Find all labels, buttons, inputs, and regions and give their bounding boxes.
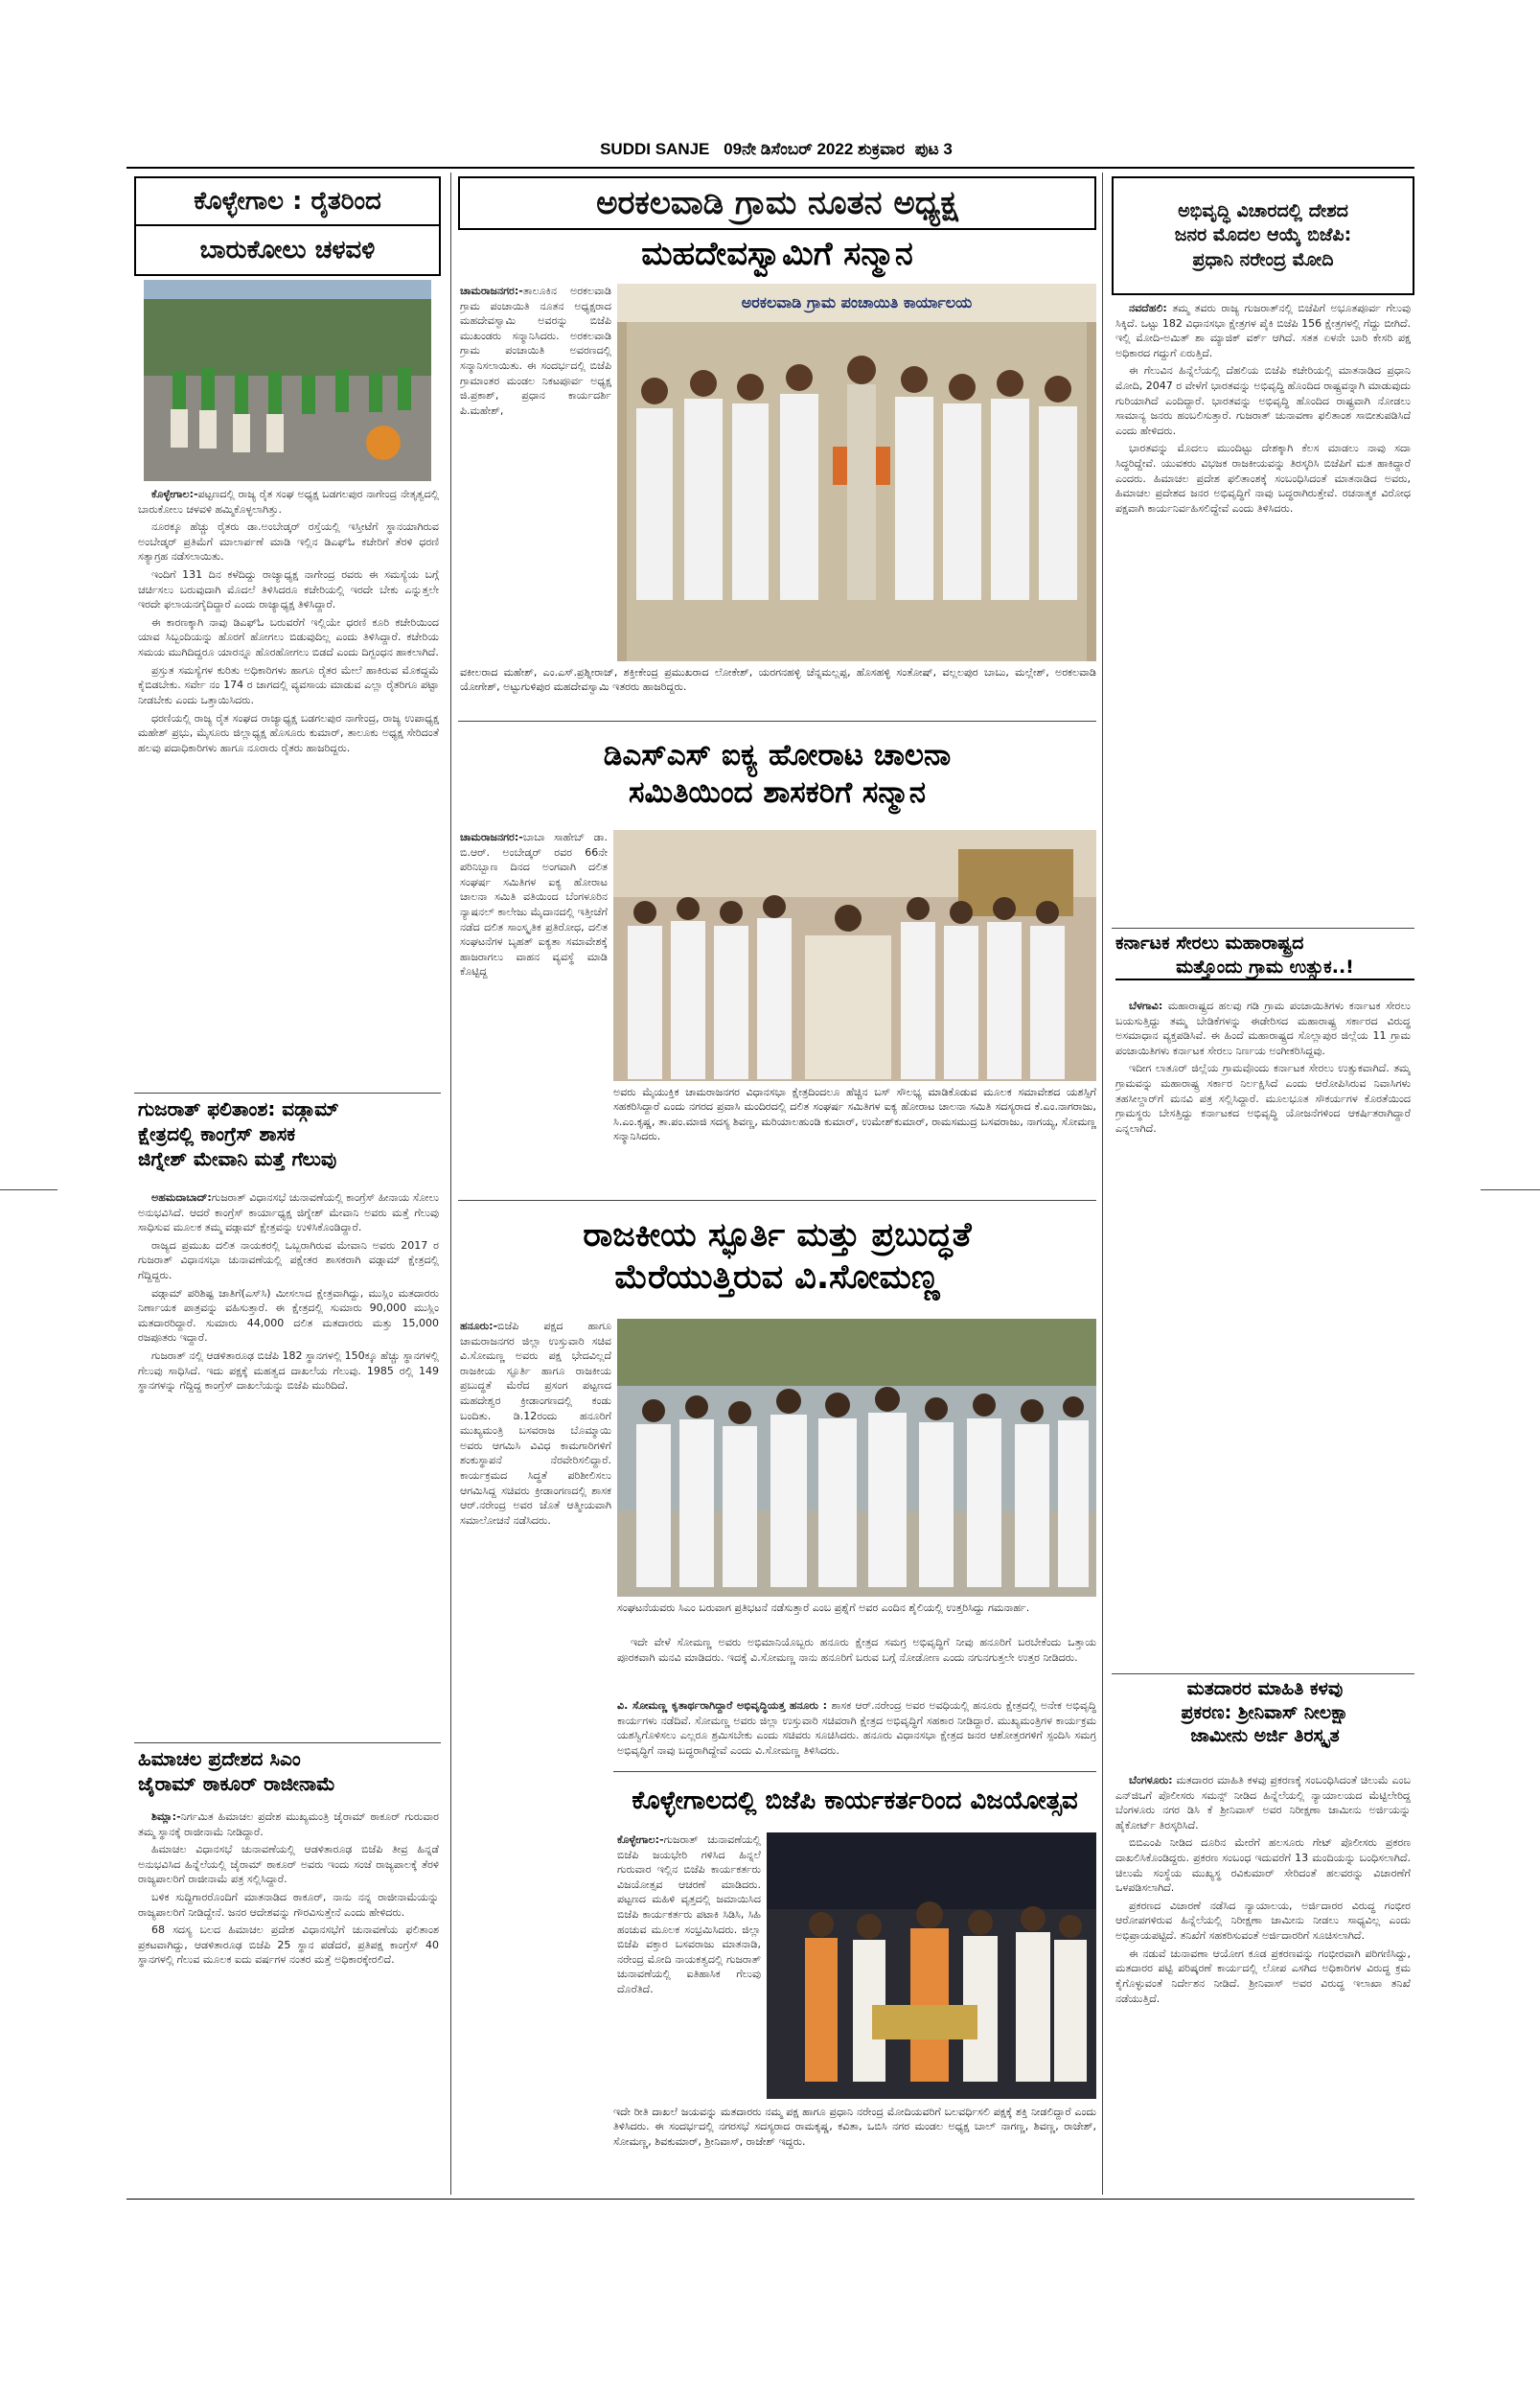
center-story3-text: ಬಿಜೆಪಿ ಪಕ್ಷದ ಹಾಗೂ ಚಾಮರಾಜನಗರ ಜಿಲ್ಲಾ ಉಸ್ತುವಾರಿ ಸಚಿವ ವಿ.ಸೋಮಣ್ಣ ಅವರು ಪಕ್ಷ ಭೇದವಿಲ್ಲದೆ ರಾಜಕೀಯ ಸ್ಫೂರ್ತಿ ಹಾಗೂ ರಾಜಕೀಯ ಪ್ರಬುದ್ಧತೆ ಮೆರೆದ ಪ್ರಸಂಗ ಪಟ್ಟಣದ ಮಹದೇಶ್ವರ ಕ್ರೀಡಾಂಗಣದಲ್ಲಿ ಕಂಡು ಬಂದಿತು. ಡಿ.12ರಂದು ಹನೂರಿಗೆ ಮುಖ್ಯಮಂತ್ರಿ ಬಸವರಾಜ ಬೊಮ್ಮಾಯಿ ಅವರು ಆಗಮಿಸಿ ವಿವಿಧ ಕಾಮಗಾರಿಗಳಿಗೆ ಶಂಕುಸ್ಥಾಪನೆ ನೆರವೇರಿಸಲಿದ್ದಾರೆ. ಕಾರ್ಯಕ್ರಮದ ಸಿದ್ಧತೆ ಪರಿಶೀಲಿಸಲು ಆಗಮಿಸಿದ್ದ ಸಚಿವರು ಕ್ರೀಡಾಂಗಣದಲ್ಲಿ ಶಾಸಕ ಆರ್.ನರೇಂದ್ರ ಅವರ ಜೊತೆ ಆತ್ಮೀಯವಾಗಿ ಸಮಾಲೋಚನೆ ನಡೆಸಿದರು.: [460, 1320, 611, 1527]
margin-mark-right: [1481, 1189, 1540, 1190]
col3-story3-dateline: ಬೆಂಗಳೂರು:: [1129, 1774, 1173, 1786]
col1-divider-2: [134, 1742, 441, 1743]
col1-story3-headline-1: ಹಿಮಾಚಲ ಪ್ರದೇಶದ ಸಿಎಂ: [138, 1747, 301, 1770]
col1-story2-p2: ರಾಜ್ಯದ ಪ್ರಮುಖ ದಲಿತ ನಾಯಕರಲ್ಲಿ ಒಬ್ಬರಾಗಿರುವ ಮೇವಾನಿ ಅವರು 2017 ರ ಗುಜರಾತ್ ವಿಧಾನಸಭಾ ಚುನಾವಣೆಯಲ್ಲಿ ಪಕ್ಷೇತರ ಶಾಸಕರಾಗಿ ವಡ್ಗಾಮ್ ಕ್ಷೇತ್ರದಲ್ಲಿ ಗೆದ್ದಿದ್ದರು.: [138, 1238, 439, 1282]
col1-story2-p4: ಗುಜರಾತ್ ನಲ್ಲಿ ಆಡಳಿತಾರೂಢ ಬಿಜೆಪಿ 182 ಸ್ಥಾನಗಳಲ್ಲಿ 150ಕ್ಕೂ ಹೆಚ್ಚು ಸ್ಥಾನಗಳಲ್ಲಿ ಗೆಲುವು ಸಾಧಿಸಿದೆ. ಇದು ಪಕ್ಷಕ್ಕೆ ಮಹತ್ವದ ದಾಖಲೆಯ ಗೆಲುವು. 1985 ರಲ್ಲಿ 149 ಸ್ಥಾನಗಳನ್ನು ಗೆದ್ದಿದ್ದ ಕಾಂಗ್ರೆಸ್ ದಾಖಲೆಯನ್ನು ಬಿಜೆಪಿ ಮುರಿದಿದೆ.: [138, 1349, 439, 1393]
col1-story3-dateline: ಶಿಮ್ಲಾ:-: [151, 1810, 181, 1823]
center-story3-subhead: ವಿ. ಸೋಮಣ್ಣ ಕೃತಾರ್ಥರಾಗಿದ್ದಾರೆ ಅಭಿವೃದ್ಧಿಯತ್ತ ಹನೂರು :: [617, 1699, 828, 1712]
col1-story1-lead: ಪಟ್ಟಣದಲ್ಲಿ ರಾಜ್ಯ ರೈತ ಸಂಘ ಅಧ್ಯಕ್ಷ ಬಡಗಲಪುರ ನಾಗೇಂದ್ರ ನೇತೃತ್ವದಲ್ಲಿ ಬಾರುಕೋಲು ಚಳವಳಿ ಹಮ್ಮಿಕೊಳ್ಳಲಾಗಿತ್ತು.: [138, 488, 439, 516]
center-divider-2: [458, 1200, 1096, 1201]
col1-divider: [134, 1093, 441, 1094]
center-story2-body: [460, 830, 608, 1146]
col3-story3-body: [1115, 1773, 1411, 2195]
col3-divider: [1112, 928, 1414, 929]
col3-story2-headline-2: ಮತ್ತೊಂದು ಗ್ರಾಮ ಉತ್ಸುಕ..!: [1115, 956, 1414, 981]
center-divider: [458, 721, 1096, 722]
center-story2-caption: [613, 1085, 1096, 1196]
col1-story2-body: [138, 1190, 439, 1737]
center-story3-photo: [617, 1319, 1096, 1597]
col1-story2-p3: ವಡ್ಗಾಮ್ ಪರಿಶಿಷ್ಟ ಜಾತಿಗೆ(ಎಸ್‌ಸಿ) ಮೀಸಲಾದ ಕ್ಷೇತ್ರವಾಗಿದ್ದು, ಮುಸ್ಲಿಂ ಮತದಾರರು ನಿರ್ಣಾಯಕ ಪಾತ್ರವನ್ನು ವಹಿಸುತ್ತಾರೆ. ಈ ಕ್ಷೇತ್ರದಲ್ಲಿ ಸುಮಾರು 90,000 ಮುಸ್ಲಿಂ ಮತದಾರರಿದ್ದಾರೆ. ಸುಮಾರು 44,000 ದಲಿತ ಮತದಾರರು ಮತ್ತು 15,000 ರಜಪೂತರು ಇದ್ದಾರೆ.: [138, 1286, 439, 1345]
col3-story3-p4: ಈ ನಡುವೆ ಚುನಾವಣಾ ಆಯೋಗ ಕೂಡ ಪ್ರಕರಣವನ್ನು ಗಂಭೀರವಾಗಿ ಪರಿಗಣಿಸಿದ್ದು, ಮತದಾರರ ಪಟ್ಟಿ ಪರಿಷ್ಕರಣೆ ಕಾರ್ಯದಲ್ಲಿ ಲೋಪ ಎಸಗಿದ ಅಧಿಕಾರಿಗಳ ವಿರುದ್ಧ ಕ್ರಮ ಕೈಗೊಳ್ಳುವಂತೆ ನಿರ್ದೇಶನ ನೀಡಿದೆ. ಶ್ರೀನಿವಾಸ್ ಅವರ ವಿರುದ್ಧ ಇಲಾಖಾ ತನಿಖೆ ನಡೆಯುತ್ತಿದೆ.: [1115, 1947, 1411, 2005]
col3-story2-lead: ಮಹಾರಾಷ್ಟ್ರದ ಹಲವು ಗಡಿ ಗ್ರಾಮ ಪಂಚಾಯಿತಿಗಳು ಕರ್ನಾಟಕ ಸೇರಲು ಬಯಸುತ್ತಿದ್ದು ತಮ್ಮ ಬೇಡಿಕೆಗಳನ್ನು ಈಡೇರಿಸದ ಮಹಾರಾಷ್ಟ್ರ ಸರ್ಕಾರದ ವಿರುದ್ಧ ಅಸಮಾಧಾನ ವ್ಯಕ್ತಪಡಿಸಿವೆ. ಈ ಹಿಂದೆ ಮಹಾರಾಷ್ಟ್ರದ ಸೊಲ್ಲಾಪುರ ಜಿಲ್ಲೆಯ 11 ಗ್ರಾಮ ಪಂಚಾಯಿತಿಗಳು ಕರ್ನಾಟಕ ಸೇರಲು ನಿರ್ಣಯ ಅಂಗೀಕರಿಸಿದ್ದವು.: [1115, 1000, 1411, 1057]
col1-story1-headline-box-2: [134, 226, 441, 276]
center-story1-body: [460, 284, 611, 657]
center-story1-headline-box: [458, 176, 1096, 230]
col3-story2-body: [1115, 999, 1411, 1670]
col3-story1-headline-box: [1112, 176, 1414, 295]
col1-story1-p6: ಧರಣಿಯಲ್ಲಿ ರಾಜ್ಯ ರೈತ ಸಂಘದ ರಾಜ್ಯಾಧ್ಯಕ್ಷ ಬಡಗಲಪುರ ನಾಗೇಂದ್ರ, ರಾಜ್ಯ ಉಪಾಧ್ಯಕ್ಷ ಮಹೇಶ್ ಪ್ರಭು, ಮೈಸೂರು ಜಿಲ್ಲಾಧ್ಯಕ್ಷ ಹೊಸೂರು ಕುಮಾರ್, ತಾಲೂಕು ಅಧ್ಯಕ್ಷ ಸೇರಿದಂತೆ ಹಲವು ಪದಾಧಿಕಾರಿಗಳು ಹಾಗೂ ನೂರಾರು ರೈತರು ಹಾಜರಿದ್ದರು.: [138, 711, 439, 754]
col1-story1-body: [138, 487, 439, 1089]
center-divider-3: [613, 1771, 1096, 1772]
col1-story1-headline-1: ಕೊಳ್ಳೇಗಾಲ : ರೈತರಿಂದ: [194, 186, 381, 216]
column-divider: [450, 173, 451, 2195]
col3-divider-2: [1112, 1673, 1414, 1674]
col3-story1-dateline: ನವದೆಹಲಿ:: [1129, 302, 1167, 314]
center-story4-headline-1: ಕೊಳ್ಳೇಗಾಲದಲ್ಲಿ ಬಿಜೆಪಿ ಕಾರ್ಯಕರ್ತರಿಂದ ವಿಜಯೋತ್ಸವ: [632, 1785, 1078, 1815]
col3-story1-headline-3: ಪ್ರಧಾನಿ ನರೇಂದ್ರ ಮೋದಿ: [1192, 248, 1334, 270]
col1-story1-dateline: ಕೊಳ್ಳೇಗಾಲ:-: [151, 488, 198, 500]
center-story2-dateline: ಚಾಮರಾಜನಗರ:-: [460, 831, 523, 843]
col1-story1-p3: ಇಂದಿಗೆ 131 ದಿನ ಕಳೆದಿದ್ದು ರಾಜ್ಯಾಧ್ಯಕ್ಷ ನಾಗೇಂದ್ರ ರವರು ಈ ಸಮಸ್ಯೆಯ ಬಗ್ಗೆ ಚರ್ಚಿಸಲು ಬರುವುದಾಗಿ ಮೊದಲೆ ತಿಳಿಸಿದರೂ ಕಚೇರಿಯಲ್ಲಿ ಇರದೇ ಬೇಕು ಎನ್ನುತ್ತಲೇ ಇರದೇ ಫಲಾಯನಗೈದಿದ್ದಾರೆ ಎಂದು ರಾಜ್ಯಾಧ್ಯಕ್ಷ ತಿಳಿಸಿದ್ದಾರೆ.: [138, 568, 439, 611]
page-bottom-rule: [126, 2199, 1414, 2200]
center-story3-headline-2: ಮೆರೆಯುತ್ತಿರುವ ವಿ.ಸೋಮಣ್ಣ: [614, 1258, 940, 1297]
col3-story2-headline: [1115, 932, 1414, 995]
col1-story1-headline-box: [134, 176, 441, 226]
center-story2-photo: [613, 830, 1096, 1081]
center-story1-caption-text: ವಕೀಲರಾದ ಮಹೇಶ್, ಎಂ.ಎಸ್.ಪ್ರಶ್ನೀರಾಜ್, ಶಕ್ತೀಕೇಂದ್ರ ಪ್ರಮುಖರಾದ ಲೋಕೇಶ್, ಯರಗನಹಳ್ಳಿ ಚೆನ್ನಮಲ್ಲಪ್ಪ, ಹೊಸಹಳ್ಳಿ ಸಂತೋಷ್, ವಲ್ಲಲಪುರ ಬಾಬು, ಮಲ್ಲೇಶ್, ಅರಕಲವಾಡಿ ಯೋಗೇಶ್, ಅಟ್ಟುಗುಳಿಪುರ ಮಹದೇವಸ್ವಾಮಿ ಇತರರು ಹಾಜರಿದ್ದರು.: [460, 666, 1096, 694]
center-story3-caption-text: ಸಂಘಟನೆಯವರು ಸಿಎಂ ಬರುವಾಗ ಪ್ರತಿಭಟನೆ ನಡೆಸುತ್ತಾರೆ ಎಂಬ ಪ್ರಶ್ನೆಗೆ ಅವರ ಎಂದಿನ ಶೈಲಿಯಲ್ಲಿ ಉತ್ತರಿಸಿದ್ದು ಗಮನಾರ್ಹ.: [617, 1601, 1030, 1614]
col3-story3-lead: ಮತದಾರರ ಮಾಹಿತಿ ಕಳವು ಪ್ರಕರಣಕ್ಕೆ ಸಂಬಂಧಿಸಿದಂತೆ ಚಿಲುಮೆ ಎಂಬ ಎನ್‌ಜಿಒಗೆ ಪೊಲೀಸರು ಸಮನ್ಸ್ ನೀಡಿದ ಹಿನ್ನೆಲೆಯಲ್ಲಿ ನ್ಯಾಯಾಲಯದ ಮೆಟ್ಟಿಲೇರಿದ್ದ ಬೆಂಗಳೂರು ನಗರ ಡಿಸಿ ಕೆ ಶ್ರೀನಿವಾಸ್ ಅವರ ನಿರೀಕ್ಷಣಾ ಜಾಮೀನು ಅರ್ಜಿಯನ್ನು ಹೈಕೋರ್ಟ್ ತಿರಸ್ಕರಿಸಿದೆ.: [1115, 1774, 1411, 1832]
center-story2-headline-2: ಸಮಿತಿಯಿಂದ ಶಾಸಕರಿಗೆ ಸನ್ಮಾನ: [629, 775, 926, 810]
col1-story2-lead: ಗುಜರಾತ್ ವಿಧಾನಸಭೆ ಚುನಾವಣೆಯಲ್ಲಿ ಕಾಂಗ್ರೆಸ್ ಹೀನಾಯ ಸೋಲು ಅನುಭವಿಸಿದೆ. ಆದರೆ ಕಾಂಗ್ರೆಸ್ ಕಾರ್ಯಾಧ್ಯಕ್ಷ ಜಿಗ್ನೇಶ್ ಮೇವಾನಿ ಅವರು ಮತ್ತೆ ಗೆಲುವು ಸಾಧಿಸುವ ಮೂಲಕ ತಮ್ಮ ವಡ್ಗಾಮ್ ಕ್ಷೇತ್ರವನ್ನು ಉಳಿಸಿಕೊಂಡಿದ್ದಾರೆ.: [138, 1191, 439, 1234]
center-story2-headline-1: ಡಿಎಸ್‌ಎಸ್ ಐಕ್ಯ ಹೋರಾಟ ಚಾಲನಾ: [603, 738, 952, 773]
center-story3-headline-1: ರಾಜಕೀಯ ಸ್ಫೂರ್ತಿ ಮತ್ತು ಪ್ರಬುದ್ಧತೆ: [583, 1216, 972, 1256]
center-story2-text: ಬಾಬಾ ಸಾಹೇಬ್ ಡಾ. ಬಿ.ಆರ್. ಅಂಬೇಡ್ಕರ್ ರವರ 66ನೇ ಪರಿನಿಬ್ಬಾಣ ದಿನದ ಅಂಗವಾಗಿ ದಲಿತ ಸಂಘರ್ಷ ಸಮಿತಿಗಳ ಐಕ್ಯ ಹೋರಾಟ ಚಾಲನಾ ಸಮಿತಿ ವತಿಯಿಂದ ಬೆಂಗಳೂರಿನ ನ್ಯಾಷನಲ್ ಕಾಲೇಜು ಮೈದಾನದಲ್ಲಿ ಇತ್ತೀಚೆಗೆ ನಡೆದ ದಲಿತ ಸಾಂಸ್ಕೃತಿಕ ಪ್ರತಿರೋಧ, ದಲಿತ ಸಂಘಟನೆಗಳ ಬೃಹತ್ ಐಕ್ಯತಾ ಸಮಾವೇಶಕ್ಕೆ ಹಾಜರಾಗಲು ವಾಹನ ವ್ಯವಸ್ಥೆ ಮಾಡಿ ಕೊಟ್ಟಿದ್ದ: [460, 831, 608, 979]
center-story4-photo: [767, 1832, 1096, 2099]
center-story4-caption-text: ಇದೇ ರೀತಿ ದಾಖಲೆ ಜಯವನ್ನು ಮತದಾರರು ನಮ್ಮ ಪಕ್ಷ ಹಾಗೂ ಪ್ರಧಾನಿ ನರೇಂದ್ರ ಮೋದಿಯವರಿಗೆ ಬಲವರ್ಧಿಸಲಿ ಪಕ್ಷಕ್ಕೆ ಶಕ್ತಿ ನೀಡಲಿದ್ದಾರೆ ಎಂದು ತಿಳಿಸಿದರು. ಈ ಸಂದರ್ಭದಲ್ಲಿ ನಗರಸಭೆ ಸದಸ್ಯರಾದ ರಾಮಕೃಷ್ಣ, ಕವಿತಾ, ಒಬಿಸಿ ನಗರ ಮಂಡಲ ಅಧ್ಯಕ್ಷ ಬಾಲ್ ನಾಗಣ್ಣ, ಶಿವಣ್ಣ, ರಾಜೇಶ್, ಸೋಮಣ್ಣ, ಶಿವಕುಮಾರ್, ಶ್ರೀನಿವಾಸ್, ರಾಜೇಶ್ ಇದ್ದರು.: [613, 2106, 1096, 2148]
col3-story3-headline-2: ಪ್ರಕರಣ: ಶ್ರೀನಿವಾಸ್ ನೀಲಕ್ಷಾ: [1181, 1701, 1349, 1723]
margin-mark-left: [0, 1189, 57, 1190]
center-story1-caption: [460, 665, 1096, 717]
col1-story1-headline-2: ಬಾರುಕೋಲು ಚಳವಳಿ: [199, 235, 376, 265]
col1-story2-headline-3: ಜಿಗ್ನೇಶ್ ಮೇವಾನಿ ಮತ್ತೆ ಗೆಲುವು: [138, 1147, 337, 1170]
center-story4-headline: [613, 1773, 1096, 1829]
col3-story3-p3: ಪ್ರಕರಣದ ವಿಚಾರಣೆ ನಡೆಸಿದ ನ್ಯಾಯಾಲಯ, ಅರ್ಜಿದಾರರ ವಿರುದ್ಧ ಗಂಭೀರ ಆರೋಪಗಳಿರುವ ಹಿನ್ನೆಲೆಯಲ್ಲಿ ನಿರೀಕ್ಷಣಾ ಜಾಮೀನು ನೀಡಲು ಸಾಧ್ಯವಿಲ್ಲ ಎಂದು ಅಭಿಪ್ರಾಯಪಟ್ಟಿದೆ. ತನಿಖೆಗೆ ಸಹಕರಿಸುವಂತೆ ಅರ್ಜಿದಾರರಿಗೆ ಸೂಚಿಸಲಾಗಿದೆ.: [1115, 1899, 1411, 1943]
col1-story3-lead: ನಿರ್ಗಮಿತ ಹಿಮಾಚಲ ಪ್ರದೇಶ ಮುಖ್ಯಮಂತ್ರಿ ಜೈರಾಮ್ ಠಾಕೂರ್ ಗುರುವಾರ ತಮ್ಮ ಸ್ಥಾನಕ್ಕೆ ರಾಜೀನಾಮೆ ನೀಡಿದ್ದಾರೆ.: [138, 1810, 439, 1838]
col1-story1-p5: ಪ್ರಸ್ತುತ ಸಮಸ್ಯೆಗಳ ಕುರಿತು ಅಧಿಕಾರಿಗಳು ಹಾಗೂ ರೈತರ ಮೇಲೆ ಹಾಕಿರುವ ಮೊಕದ್ದಮೆ ಕೈಬಿಡಬೇಕು. ಸರ್ವೇ ನಂ 174 ರ ಜಾಗದಲ್ಲಿ ವ್ಯವಸಾಯ ಮಾಡುವ ಎಲ್ಲಾ ರೈತರಿಗೂ ಪಟ್ಟಾ ನೀಡಬೇಕು ಎಂದು ಒತ್ತಾಯಿಸಿದರು.: [138, 663, 439, 706]
center-story3-continued: [617, 1635, 1096, 1698]
masthead-page: ಪುಟ 3: [914, 140, 953, 158]
masthead-rule: [126, 167, 1414, 169]
center-story2-headline: [458, 725, 1096, 824]
masthead-paper: SUDDI SANJE: [600, 140, 710, 158]
col1-story1-p2: ನೂರಕ್ಕೂ ಹೆಚ್ಚು ರೈತರು ಡಾ.ಅಂಬೇಡ್ಕರ್ ರಸ್ತೆಯಲ್ಲಿ ಇಸ್ತೀಟೆಗೆ ಸ್ಥಾನಯಾಗಿರುವ ಅಂಬೇಡ್ಕರ್ ಪ್ರತಿಮೆಗೆ ಮಾಲಾರ್ಪಣೆ ಮಾಡಿ ಇಲ್ಲಿನ ಡಿಎಫ್‌ಓ ಕಚೇರಿಗೆ ತೆರಳಿ ಧರಣಿ ಸತ್ಯಾಗ್ರಹ ನಡೆಸಲಾಯಿತು.: [138, 520, 439, 564]
col1-story2-dateline: ಅಹಮದಾಬಾದ್:: [151, 1191, 212, 1204]
masthead: [537, 140, 1016, 163]
col3-story3-headline: [1115, 1677, 1414, 1769]
masthead-date: 09ನೇ ಡಿಸೆಂಬರ್ 2022 ಶುಕ್ರವಾರ: [724, 140, 906, 158]
col3-story1-headline-2: ಜನರ ಮೊದಲ ಆಯ್ಕೆ ಬಿಜೆಪಿ:: [1174, 224, 1352, 246]
center-story1-dateline: ಚಾಮರಾಜನಗರ:-: [460, 285, 523, 297]
center-story1-headline-line2: [458, 230, 1096, 278]
col3-story1-body: [1115, 301, 1411, 922]
center-story3-cont-1: ಇದೇ ವೇಳೆ ಸೋಮಣ್ಣ ಅವರು ಅಭಿಮಾನಿಯೊಬ್ಬರು ಹನೂರು ಕ್ಷೇತ್ರದ ಸಮಗ್ರ ಅಭಿವೃದ್ಧಿಗೆ ನೀವು ಹನೂರಿಗೆ ಬರಬೇಕೆಂದು ಒತ್ತಾಯ ಪೂರಕವಾಗಿ ಮನವಿ ಮಾಡಿದರು. ಇದಕ್ಕೆ ವಿ.ಸೋಮಣ್ಣ ನಾನು ಹನೂರಿಗೆ ಬರುವ ಬಗ್ಗೆ ನೋಡೋಣ ಎಂದು ನಗುನಗುತ್ತಲೇ ಉತ್ತರ ನೀಡಿದರು.: [617, 1636, 1096, 1664]
center-story3-headline: [458, 1202, 1096, 1313]
col3-story1-headline-1: ಅಭಿವೃದ್ಧಿ ವಿಚಾರದಲ್ಲಿ ದೇಶದ: [1178, 199, 1348, 221]
col1-story2-headline-1: ಗುಜರಾತ್ ಫಲಿತಾಂಶ: ವಡ್ಗಾಮ್: [138, 1097, 339, 1120]
col1-story3-p2: ಹಿಮಾಚಲ ವಿಧಾನಸಭೆ ಚುನಾವಣೆಯಲ್ಲಿ ಆಡಳಿತಾರೂಢ ಬಿಜೆಪಿ ತೀವ್ರ ಹಿನ್ನಡೆ ಅನುಭವಿಸಿದ ಹಿನ್ನೆಲೆಯಲ್ಲಿ ಜೈರಾಮ್ ಠಾಕೂರ್ ಅವರು ಇಂದು ಸಂಜೆ ರಾಜ್ಯಪಾಲಕ್ಕೆ ತೆರಳಿ ರಾಜ್ಯಪಾಲರಿಗೆ ರಾಜೀನಾಮೆ ಪತ್ರ ಸಲ್ಲಿಸಿದ್ದಾರೆ.: [138, 1843, 439, 1886]
col3-story1-p3: ಭಾರತವನ್ನು ಮೊದಲು ಮುಂದಿಟ್ಟು ದೇಶಕ್ಕಾಗಿ ಕೆಲಸ ಮಾಡಲು ನಾವು ಸದಾ ಸಿದ್ಧರಿದ್ದೇವೆ. ಯುವಕರು ವಿಭಜಕ ರಾಜಕೀಯವನ್ನು ತಿರಸ್ಕರಿಸಿ ಬಿಜೆಪಿಗೆ ಮತ ಹಾಕಿದ್ದಾರೆ ಎಂದರು. ಹಿಮಾಚಲ ಪ್ರದೇಶ ಫಲಿತಾಂಶಕ್ಕೆ ಸಂಬಂಧಿಸಿದಂತೆ ಮಾತನಾಡಿದ ಅವರು, ಹಿಮಾಚಲ ಪ್ರದೇಶದ ಜನರ ಅಭಿವೃದ್ಧಿಗೆ ನಾವು ಬದ್ಧರಾಗಿರುತ್ತೇವೆ. ರಚನಾತ್ಮಕ ವಿರೋಧ ಪಕ್ಷವಾಗಿ ಕಾರ್ಯನಿರ್ವಹಿಸಲಿದ್ದೇವೆ ಎಂದು ತಿಳಿಸಿದರು.: [1115, 442, 1411, 515]
col1-story3-headline: [138, 1746, 441, 1806]
center-story4-text: ಗುಜರಾತ್ ಚುನಾವಣೆಯಲ್ಲಿ ಬಿಜೆಪಿ ಜಯಭೇರಿ ಗಳಿಸಿದ ಹಿನ್ನಲೆ ಗುರುವಾರ ಇಲ್ಲಿನ ಬಿಜೆಪಿ ಕಾರ್ಯಕರ್ತರು ವಿಜಯೋತ್ಸವ ಆಚರಣೆ ಮಾಡಿದರು. ಪಟ್ಟಣದ ಮಹಿಳಿ ವೃತ್ತದಲ್ಲಿ ಜಮಾಯಿಸಿದ ಬಿಜೆಪಿ ಕಾರ್ಯಕರ್ತರು ಪಟಾಕಿ ಸಿಡಿಸಿ, ಸಿಹಿ ಹಂಚುವ ಮೂಲಕ ಸಂಭ್ರಮಿಸಿದರು. ಜಿಲ್ಲಾ ಬಿಜೆಪಿ ವಕ್ತಾರ ಬಸವರಾಜು ಮಾತನಾಡಿ, ನರೇಂದ್ರ ಮೋದಿ ನಾಯಕತ್ವದಲ್ಲಿ ಗುಜರಾತ್ ಚುನಾವಣೆಯಲ್ಲಿ ಐತಿಹಾಸಿಕ ಗೆಲುವು ದೊರೆತಿದೆ.: [617, 1833, 761, 1996]
center-story1-headline-1: ಅರಕಲವಾಡಿ ಗ್ರಾಮ ನೂತನ ಅಧ್ಯಕ್ಷ: [596, 184, 958, 222]
col3-story2-dateline: ಬೆಳಗಾವಿ:: [1129, 1000, 1163, 1012]
col1-story3-p3: ಬಳಿಕ ಸುದ್ದಿಗಾರರೊಂದಿಗೆ ಮಾತನಾಡಿದ ಠಾಕೂರ್, ನಾನು ನನ್ನ ರಾಜೀನಾಮೆಯನ್ನು ರಾಜ್ಯಪಾಲರಿಗೆ ನೀಡಿದ್ದೇನೆ. ಜನರ ಆದೇಶವನ್ನು ಗೌರವಿಸುತ್ತೇನೆ ಎಂದು ಹೇಳಿದರು.: [138, 1891, 439, 1919]
center-story3-body: [460, 1319, 611, 1990]
center-story3-cont-2: ಶಾಸಕ ಆರ್.ನರೇಂದ್ರ ಅವರ ಅವಧಿಯಲ್ಲಿ ಹನೂರು ಕ್ಷೇತ್ರದಲ್ಲಿ ಅನೇಕ ಅಭಿವೃದ್ಧಿ ಕಾರ್ಯಗಳು ನಡೆದಿವೆ. ಸೋಮಣ್ಣ ಅವರು ಜಿಲ್ಲಾ ಉಸ್ತುವಾರಿ ಸಚಿವರಾಗಿ ಕ್ಷೇತ್ರದ ಅಭಿವೃದ್ಧಿಗೆ ಸಹಕಾರ ನೀಡಿದ್ದಾರೆ. ಮುಖ್ಯಮಂತ್ರಿಗಳ ಕಾರ್ಯಕ್ರಮ ಯಶಸ್ವಿಗೊಳಿಸಲು ಎಲ್ಲರೂ ಶ್ರಮಿಸಬೇಕು ಎಂದು ಸಚಿವರು ಸೂಚಿಸಿದರು. ಹನೂರು ವಿಧಾನಸಭಾ ಕ್ಷೇತ್ರದ ಜನರ ಆಶೋತ್ತರಗಳಿಗೆ ಸ್ಪಂದಿಸಿ ಸಮಗ್ರ ಅಭಿವೃದ್ಧಿಗೆ ನಾವು ಬದ್ಧರಾಗಿದ್ದೇವೆ ಎಂದು ವಿ.ಸೋಮಣ್ಣ ತಿಳಿಸಿದರು.: [617, 1699, 1096, 1757]
col1-story3-body: [138, 1809, 439, 2193]
center-story1-photo-sign: ಅರಕಲವಾಡಿ ಗ್ರಾಮ ಪಂಚಾಯಿತಿ ಕಾರ್ಯಾಲಯ: [741, 293, 973, 311]
col1-story1-photo: [144, 280, 431, 481]
center-story3-caption: [617, 1601, 1096, 1633]
col3-story2-p2: ಇದೀಗ ಲಾತೂರ್ ಜಿಲ್ಲೆಯ ಗ್ರಾಮವೊಂದು ಕರ್ನಾಟಕ ಸೇರಲು ಉತ್ಸುಕವಾಗಿದೆ. ತಮ್ಮ ಗ್ರಾಮವನ್ನು ಮಹಾರಾಷ್ಟ್ರ ಸರ್ಕಾರ ನಿರ್ಲಕ್ಷಿಸಿದೆ ಎಂದು ಆರೋಪಿಸಿರುವ ನಿವಾಸಿಗಳು ತಹಸೀಲ್ದಾರ್‌ಗೆ ಮನವಿ ಪತ್ರ ಸಲ್ಲಿಸಿದ್ದಾರೆ. ಮೂಲಭೂತ ಸೌಕರ್ಯಗಳ ಕೊರತೆಯಿಂದ ಗ್ರಾಮಸ್ಥರು ಬೇಸತ್ತಿದ್ದು ಕರ್ನಾಟಕದ ಅಭಿವೃದ್ಧಿ ಯೋಜನೆಗಳಿಂದ ಆಕರ್ಷಿತರಾಗಿದ್ದಾರೆ ಎನ್ನಲಾಗಿದೆ.: [1115, 1062, 1411, 1135]
column-divider: [1102, 173, 1103, 2195]
col1-story2-headline: [138, 1096, 441, 1186]
col1-story3-headline-2: ಜೈರಾಮ್ ಠಾಕೂರ್ ರಾಜೀನಾಮೆ: [138, 1772, 335, 1795]
col3-story3-headline-3: ಜಾಮೀನು ಅರ್ಜಿ ತಿರಸ್ಕೃತ: [1190, 1725, 1340, 1747]
center-story4-dateline: ಕೊಳ್ಳೇಗಾಲ:-: [617, 1833, 664, 1846]
center-story1-headline-2: ಮಹದೇವಸ್ವಾಮಿಗೆ ಸನ್ಮಾನ: [641, 234, 913, 273]
col3-story2-headline-1: ಕರ್ನಾಟಕ ಸೇರಲು ಮಹಾರಾಷ್ಟ್ರದ: [1115, 933, 1304, 954]
col3-story3-p2: ಬಿಬಿಎಂಪಿ ನೀಡಿದ ದೂರಿನ ಮೇರೆಗೆ ಹಲಸೂರು ಗೇಟ್ ಪೊಲೀಸರು ಪ್ರಕರಣ ದಾಖಲಿಸಿಕೊಂಡಿದ್ದರು. ಪ್ರಕರಣ ಸಂಬಂಧ ಇದುವರೆಗೆ 13 ಮಂದಿಯನ್ನು ಬಂಧಿಸಲಾಗಿದೆ. ಚಿಲುಮೆ ಸಂಸ್ಥೆಯ ಮುಖ್ಯಸ್ಥ ರವಿಕುಮಾರ್ ಸೇರಿದಂತೆ ಹಲವರನ್ನು ವಿಚಾರಣೆಗೆ ಒಳಪಡಿಸಲಾಗಿದೆ.: [1115, 1836, 1411, 1895]
col3-story1-lead: ತಮ್ಮ ತವರು ರಾಜ್ಯ ಗುಜರಾತ್‌ನಲ್ಲಿ ಬಿಜೆಪಿಗೆ ಅಭೂತಪೂರ್ವ ಗೆಲುವು ಸಿಕ್ಕಿದೆ. ಒಟ್ಟು 182 ವಿಧಾನಸಭಾ ಕ್ಷೇತ್ರಗಳ ಪೈಕಿ ಬಿಜೆಪಿ 156 ಕ್ಷೇತ್ರಗಳಲ್ಲಿ ಗೆದ್ದು ಬೀಗಿದೆ. ಇಲ್ಲಿ ಮೋದಿ-ಅಮಿತ್ ಶಾ ಮ್ಯಾಜಿಕ್ ವರ್ಕ್ ಆಗಿದೆ. ಸತತ ಏಳನೇ ಬಾರಿ ಕೇಸರಿ ಪಕ್ಷ ಅಧಿಕಾರದ ಗದ್ದುಗೆ ಏರುತ್ತಿದೆ.: [1115, 302, 1411, 359]
col3-story3-headline-1: ಮತದಾರರ ಮಾಹಿತಿ ಕಳವು: [1186, 1678, 1344, 1699]
col3-story1-p2: ಈ ಗೆಲುವಿನ ಹಿನ್ನೆಲೆಯಲ್ಲಿ ದೆಹಲಿಯ ಬಿಜೆಪಿ ಕಚೇರಿಯಲ್ಲಿ ಮಾತನಾಡಿದ ಪ್ರಧಾನಿ ಮೋದಿ, 2047 ರ ವೇಳೆಗೆ ಭಾರತವನ್ನು ಅಭಿವೃದ್ಧಿ ಹೊಂದಿದ ರಾಷ್ಟ್ರವನ್ನಾಗಿ ಮಾಡುವುದು ಗುರಿಯಾಗಿದೆ ಎಂದಿದ್ದಾರೆ. ಭಾರತವನ್ನು ಅಭಿವೃದ್ಧಿ ಹೊಂದಿದ ರಾಷ್ಟ್ರವಾಗಿ ನೋಡಲು ಸಾಮಾನ್ಯ ಜನರು ಹಂಬಲಿಸುತ್ತಾರೆ. ಗುಜರಾತ್ ಚುನಾವಣಾ ಫಲಿತಾಂಶ ಸಾಬೀತುಪಡಿಸಿದೆ ಎಂದು ಹೇಳಿದರು.: [1115, 364, 1411, 437]
col1-story2-headline-2: ಕ್ಷೇತ್ರದಲ್ಲಿ ಕಾಂಗ್ರೆಸ್ ಶಾಸಕ: [138, 1122, 296, 1145]
center-story1-photo: [617, 284, 1096, 661]
col1-story1-p4: ಈ ಕಾರಣಕ್ಕಾಗಿ ನಾವು ಡಿಎಫ್‌ಓ ಬರುವರೆಗೆ ಇಲ್ಲಿಯೇ ಧರಣಿ ಕೂರಿ ಕಚೇರಿಯಿಂದ ಯಾವ ಸಿಬ್ಬಂದಿಯನ್ನು ಹೊರಗೆ ಹೋಗಲು ಬಿಡುವುದಿಲ್ಲ ಎಂದು ತಿಳಿಸಿದ್ದಾರೆ. ಕಚೇರಿಯ ಸಮಯ ಮುಗಿದಿದ್ದರೂ ಯಾರನ್ನೂ ಹೊರಹೋಗಲು ಬಿಡದೆ ಎಂದು ದಿಗ್ಬಂಧನ ಹಾಕಲಾಗಿದೆ.: [138, 615, 439, 659]
center-story2-caption-text: ಅವರು ಮೈಯುಕ್ತಿಕ ಚಾಮರಾಜನಗರ ವಿಧಾನಸಭಾ ಕ್ಷೇತ್ರದಿಂದಲೂ ಹೆಚ್ಚಿನ ಬಸ್ ಸೌಲಭ್ಯ ಮಾಡಿಕೊಡುವ ಮೂಲಕ ಸಮಾವೇಶದ ಯಶಸ್ಸಿಗೆ ಸಹಕರಿಸಿದ್ದಾರೆ ಎಂದು ನಗರದ ಪ್ರವಾಸಿ ಮಂದಿರದಲ್ಲಿ ದಲಿತ ಸಂಘರ್ಷ ಸಮಿತಿಗಳ ಐಕ್ಯ ಹೋರಾಟ ಚಾಲನಾ ಸಮಿತಿ ಸದಸ್ಯರಾದ ಕೆ.ಎಂ.ನಾಗರಾಜು, ಸಿ.ಎಂ.ಕೃಷ್ಣ, ತಾ.ಪಂ.ಮಾಜಿ ಸದಸ್ಯ ಶಿವಣ್ಣ, ಮರಿಯಾಲಹುಂಡಿ ಕುಮಾರ್, ಉಮೇಶ್‌ಕುಮಾರ್, ರಾಮಸಮುದ್ರ ಬಸವರಾಜು, ನಾಗಯ್ಯ, ಸೋಮಣ್ಣ ಸನ್ಮಾನಿಸಿದರು.: [613, 1086, 1096, 1143]
col1-story3-p4: 68 ಸದಸ್ಯ ಬಲದ ಹಿಮಾಚಲ ಪ್ರದೇಶ ವಿಧಾನಸಭೆಗೆ ಚುನಾವಣೆಯ ಫಲಿತಾಂಶ ಪ್ರಕಟವಾಗಿದ್ದು, ಆಡಳಿತಾರೂಢ ಬಿಜೆಪಿ 25 ಸ್ಥಾನ ಪಡೆದರೆ, ಪ್ರತಿಪಕ್ಷ ಕಾಂಗ್ರೆಸ್ 40 ಸ್ಥಾನಗಳಲ್ಲಿ ಗೆಲುವ ಮೂಲಕ ಐದು ವರ್ಷಗಳ ನಂತರ ಮತ್ತೆ ಅಧಿಕಾರಕ್ಕೇರಲಿದೆ.: [138, 1924, 439, 1967]
center-story4-caption: [613, 2105, 1096, 2193]
center-story1-text: ತಾಲೂಕಿನ ಅರಕಲವಾಡಿ ಗ್ರಾಮ ಪಂಚಾಯಿತಿ ನೂತನ ಅಧ್ಯಕ್ಷರಾದ ಮಹದೇವಸ್ವಾಮಿ ಅವರನ್ನು ಬಿಜೆಪಿ ಮುಖಂಡರು ಸನ್ಮಾನಿಸಿದರು. ಅರಕಲವಾಡಿ ಗ್ರಾಮ ಪಂಚಾಯಿತಿ ಅವರಣದಲ್ಲಿ ಸನ್ಮಾನಿಸಲಾಯಿತು. ಈ ಸಂದರ್ಭದಲ್ಲಿ ಬಿಜೆಪಿ ಗ್ರಾಮಾಂತರ ಮಂಡಲ ನಿಕಟಪೂರ್ವ ಅಧ್ಯಕ್ಷ ಜಿ.ಪ್ರಕಾಶ್, ಪ್ರಧಾನ ಕಾರ್ಯದರ್ಶಿ ಪಿ.ಮಹೇಶ್,: [460, 285, 611, 417]
center-story3-dateline: ಹನೂರು:-: [460, 1320, 498, 1332]
